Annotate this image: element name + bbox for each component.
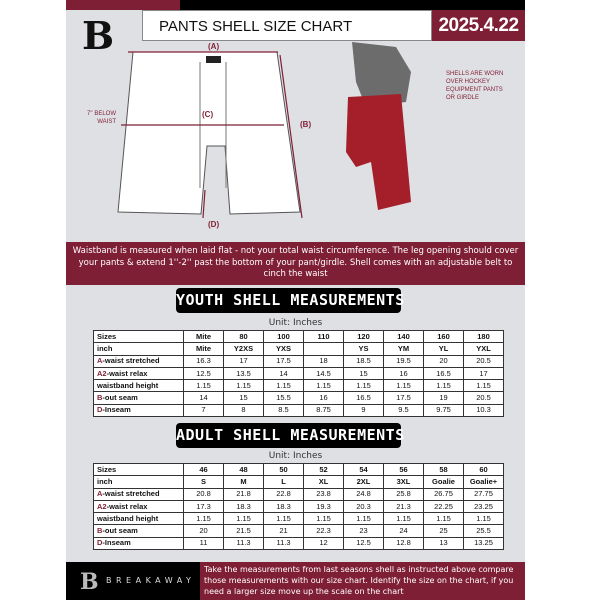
row-label-text: -out seam (102, 526, 138, 536)
row-label-text: -waist relax (106, 501, 148, 511)
table-cell: 48 (224, 464, 264, 476)
table-cell: 50 (264, 464, 304, 476)
row-label-text: -Inseam (102, 538, 131, 548)
table-cell: 20.8 (184, 488, 224, 500)
row-label (94, 500, 184, 512)
table-cell: 14 (184, 392, 224, 404)
table-cell: 8 (224, 404, 264, 416)
table-cell: 140 (384, 331, 424, 343)
table-cell: 1.15 (304, 513, 344, 525)
table-cell: YXL (464, 343, 504, 355)
table-cell: 26.75 (424, 488, 464, 500)
table-cell: 15.5 (264, 392, 304, 404)
top-accent-bar (66, 0, 180, 10)
row-label-text: waistband height (97, 513, 159, 523)
date-badge: 2025.4.22 (432, 10, 525, 41)
table-row (94, 500, 504, 512)
waistband-info: Waistband is measured when laid flat - not your total waist circumference. The leg opening should cover your pants & extend 1''-2'' past the bottom of your pant/girdle. Shell comes with an adjustable belt to cinch the waist (66, 242, 525, 285)
table-cell: 1.15 (384, 380, 424, 392)
adult-unit: Unit: Inches (268, 451, 323, 461)
row-label (94, 404, 184, 416)
table-cell: 18.3 (224, 500, 264, 512)
table-row (94, 331, 504, 343)
table-cell: 18.3 (264, 500, 304, 512)
label-d: (D) (208, 220, 220, 229)
table-cell: 23.25 (464, 500, 504, 512)
row-label (94, 537, 184, 549)
youth-table (93, 330, 504, 417)
brand-logo: B (81, 13, 115, 58)
label-b: (B) (300, 120, 312, 129)
table-cell: YXS (264, 343, 304, 355)
table-cell: 12.5 (184, 367, 224, 379)
table-cell: 60 (464, 464, 504, 476)
table-cell: 16.3 (184, 355, 224, 367)
row-label-text: -waist stretched (102, 489, 160, 499)
table-row (94, 343, 504, 355)
table-cell: 52 (304, 464, 344, 476)
row-label (94, 488, 184, 500)
table-cell: 54 (344, 464, 384, 476)
pants-diagram (66, 42, 525, 242)
youth-unit: Unit: Inches (268, 318, 323, 328)
table-cell: 20.3 (344, 500, 384, 512)
table-cell: 16.5 (424, 367, 464, 379)
table-cell: 11 (184, 537, 224, 549)
table-cell: 16 (304, 392, 344, 404)
table-cell: YM (384, 343, 424, 355)
table-cell: 17.3 (184, 500, 224, 512)
row-label (94, 525, 184, 537)
table-cell: 18.5 (344, 355, 384, 367)
table-cell: 1.15 (344, 513, 384, 525)
row-prefix: B (97, 393, 103, 403)
table-cell: 9.5 (384, 404, 424, 416)
table-cell: 110 (304, 331, 344, 343)
table-cell: 1.15 (224, 380, 264, 392)
table-cell: Mite (184, 331, 224, 343)
table-row (94, 392, 504, 404)
table-cell: 1.15 (464, 513, 504, 525)
row-label (94, 355, 184, 367)
table-cell: 100 (264, 331, 304, 343)
table-cell: 24 (384, 525, 424, 537)
table-cell: 15 (224, 392, 264, 404)
table-cell: 24.8 (344, 488, 384, 500)
table-row (94, 476, 504, 488)
table-cell: 10.3 (464, 404, 504, 416)
row-label-text: inch (97, 476, 113, 486)
row-prefix: D (97, 538, 103, 548)
table-cell: 180 (464, 331, 504, 343)
table-cell: XL (304, 476, 344, 488)
table-row (94, 525, 504, 537)
table-cell: 11.3 (224, 537, 264, 549)
youth-title: YOUTH SHELL MEASUREMENTS (176, 288, 401, 313)
row-label-text: inch (97, 343, 113, 353)
table-cell: 8.5 (264, 404, 304, 416)
table-cell: 19.3 (304, 500, 344, 512)
table-row (94, 464, 504, 476)
table-cell: 16 (384, 367, 424, 379)
table-cell: 1.15 (384, 513, 424, 525)
footer-instructions: Take the measurements from last seasons shell as instructed above compare those measurements with our size chart. Identify the size on the chart, if you need a larger size move up the scale on the chart (200, 562, 525, 600)
table-cell: 80 (224, 331, 264, 343)
table-cell: 58 (424, 464, 464, 476)
table-cell: 17 (224, 355, 264, 367)
row-label (94, 513, 184, 525)
table-cell: 14.5 (304, 367, 344, 379)
page-title: PANTS SHELL SIZE CHART (142, 10, 432, 41)
row-label-text: Sizes (97, 331, 117, 341)
table-cell: 9 (344, 404, 384, 416)
row-label (94, 367, 184, 379)
table-cell: 13.25 (464, 537, 504, 549)
row-label-text: Sizes (97, 464, 117, 474)
table-cell: 21.5 (224, 525, 264, 537)
table-row (94, 367, 504, 379)
table-cell: 20 (424, 355, 464, 367)
table-cell: Goalie (424, 476, 464, 488)
table-cell: 20.5 (464, 355, 504, 367)
table-cell: 17.5 (264, 355, 304, 367)
row-prefix: A2 (97, 368, 107, 378)
table-cell: 15 (344, 367, 384, 379)
row-label-text: waistband height (97, 380, 159, 390)
table-cell: 46 (184, 464, 224, 476)
table-cell: 160 (424, 331, 464, 343)
table-cell: 22.25 (424, 500, 464, 512)
table-cell: 1.15 (424, 380, 464, 392)
row-prefix: A (97, 489, 103, 499)
table-cell: 21.3 (384, 500, 424, 512)
table-cell: 20.5 (464, 392, 504, 404)
table-cell: 1.15 (464, 380, 504, 392)
row-label (94, 331, 184, 343)
footer-logo: B (80, 569, 99, 595)
table-cell: 3XL (384, 476, 424, 488)
table-cell: 1.15 (344, 380, 384, 392)
footer-brand (66, 562, 200, 600)
table-row (94, 404, 504, 416)
table-cell: 25.5 (464, 525, 504, 537)
row-prefix: A2 (97, 501, 107, 511)
table-cell: 20 (184, 525, 224, 537)
table-cell: 56 (384, 464, 424, 476)
table-cell: 18 (304, 355, 344, 367)
table-row (94, 513, 504, 525)
table-cell: 11.3 (264, 537, 304, 549)
row-label-text: -waist stretched (102, 356, 160, 366)
row-label-text: -out seam (102, 393, 138, 403)
table-cell: 1.15 (304, 380, 344, 392)
adult-title: ADULT SHELL MEASUREMENTS (176, 423, 401, 448)
row-prefix: A (97, 356, 103, 366)
table-cell: 19.5 (384, 355, 424, 367)
table-cell: L (264, 476, 304, 488)
table-row (94, 380, 504, 392)
adult-table (93, 463, 504, 550)
table-cell: Goalie+ (464, 476, 504, 488)
table-cell: 1.15 (264, 513, 304, 525)
top-dark-bar (180, 0, 525, 10)
worn-over-note: SHELLS ARE WORN OVER HOCKEY EQUIPMENT PANTS OR GIRDLE (446, 71, 504, 101)
table-cell: 22.8 (264, 488, 304, 500)
table-cell: 9.75 (424, 404, 464, 416)
table-cell: 21.8 (224, 488, 264, 500)
table-cell: 19 (424, 392, 464, 404)
table-cell: 25.8 (384, 488, 424, 500)
table-cell: 23.8 (304, 488, 344, 500)
table-cell: 1.15 (184, 380, 224, 392)
row-label (94, 380, 184, 392)
label-a: (A) (208, 42, 220, 51)
table-cell: M (224, 476, 264, 488)
table-cell: 14 (264, 367, 304, 379)
table-cell: 13 (424, 537, 464, 549)
row-prefix: B (97, 526, 103, 536)
table-cell: 120 (344, 331, 384, 343)
table-cell: 1.15 (264, 380, 304, 392)
table-row (94, 537, 504, 549)
table-cell: 2XL (344, 476, 384, 488)
table-cell: 12 (304, 537, 344, 549)
table-cell (304, 343, 344, 355)
table-cell: 21 (264, 525, 304, 537)
table-cell: 25 (424, 525, 464, 537)
row-label-text: -Inseam (102, 405, 131, 415)
table-cell: 17.5 (384, 392, 424, 404)
table-row (94, 355, 504, 367)
table-cell: 22.3 (304, 525, 344, 537)
table-cell: 12.8 (384, 537, 424, 549)
label-c: (C) (202, 110, 214, 119)
table-cell: YS (344, 343, 384, 355)
table-cell: 1.15 (424, 513, 464, 525)
table-cell: Y2XS (224, 343, 264, 355)
table-cell: 12.5 (344, 537, 384, 549)
row-label (94, 343, 184, 355)
table-cell: 8.75 (304, 404, 344, 416)
table-cell: 1.15 (224, 513, 264, 525)
table-cell: 27.75 (464, 488, 504, 500)
table-cell: YL (424, 343, 464, 355)
size-chart-page (66, 0, 525, 600)
table-cell: 1.15 (184, 513, 224, 525)
row-label-text: -waist relax (106, 368, 148, 378)
row-label (94, 476, 184, 488)
table-cell: Mite (184, 343, 224, 355)
table-cell: 7 (184, 404, 224, 416)
table-cell: 17 (464, 367, 504, 379)
table-cell: 23 (344, 525, 384, 537)
below-waist-note: 7'' BELOW WAIST (87, 111, 116, 125)
row-label (94, 392, 184, 404)
row-prefix: D (97, 405, 103, 415)
table-cell: 13.5 (224, 367, 264, 379)
row-label (94, 464, 184, 476)
table-cell: 16.5 (344, 392, 384, 404)
table-row (94, 488, 504, 500)
table-cell: S (184, 476, 224, 488)
brand-name: BREAKAWAY (106, 576, 196, 585)
